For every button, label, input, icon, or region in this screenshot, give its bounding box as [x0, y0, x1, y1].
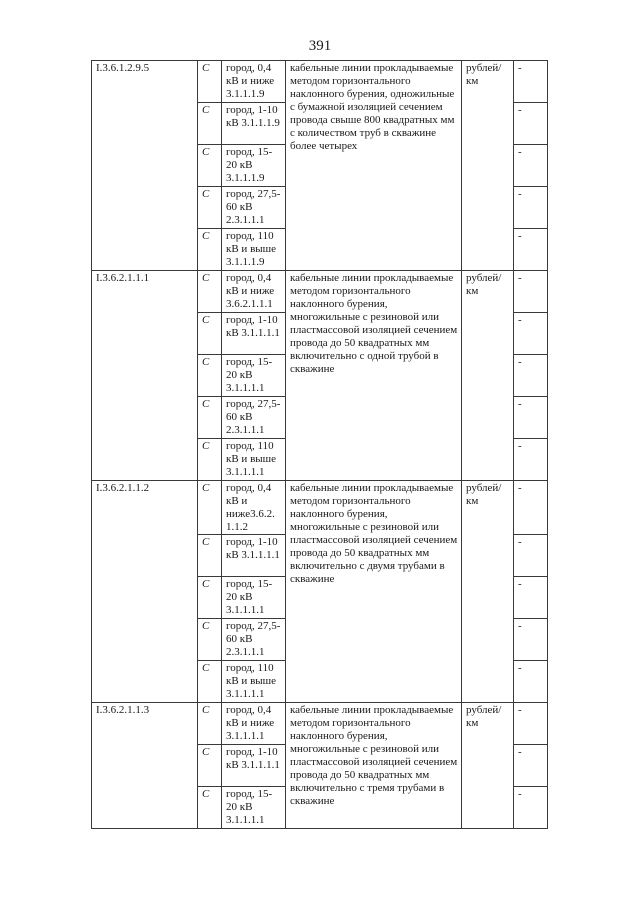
row-code: I.3.6.2.1.1.2: [92, 481, 198, 703]
row-voltage-class: город, 0,4 кВ и ниже 3.1.1.1.9: [222, 61, 286, 103]
row-voltage-class: город, 110 кВ и выше 3.1.1.1.9: [222, 229, 286, 271]
row-voltage-class: город, 0,4 кВ и ниже 3.1.1.1.1: [222, 703, 286, 745]
row-category-letter: С: [198, 787, 222, 829]
row-value: -: [514, 745, 548, 787]
row-value: -: [514, 577, 548, 619]
row-category-letter: С: [198, 229, 222, 271]
row-code: I.3.6.2.1.1.1: [92, 271, 198, 481]
row-value: -: [514, 661, 548, 703]
row-category-letter: С: [198, 313, 222, 355]
row-unit: рублей/ км: [462, 61, 514, 271]
row-value: -: [514, 481, 548, 535]
row-value: -: [514, 103, 548, 145]
page-number: 391: [308, 38, 332, 54]
row-category-letter: С: [198, 103, 222, 145]
row-value: -: [514, 397, 548, 439]
row-value: -: [514, 271, 548, 313]
row-voltage-class: город, 27,5-60 кВ 2.3.1.1.1: [222, 187, 286, 229]
row-voltage-class: город, 27,5-60 кВ 2.3.1.1.1: [222, 397, 286, 439]
row-category-letter: С: [198, 145, 222, 187]
row-code: I.3.6.1.2.9.5: [92, 61, 198, 271]
table-row: [92, 703, 548, 745]
row-value: -: [514, 313, 548, 355]
row-category-letter: С: [198, 187, 222, 229]
row-voltage-class: город, 15-20 кВ 3.1.1.1.1: [222, 577, 286, 619]
row-category-letter: С: [198, 397, 222, 439]
table-row: [92, 481, 548, 535]
row-description: кабельные линии прокладываемые методом горизонтального наклонного бурения, многожильные с резиновой или пластмассовой изоляцией сечением провода до 50 квадратных мм включительно с двумя трубами в скважине: [286, 481, 462, 703]
row-voltage-class: город, 110 кВ и выше 3.1.1.1.1: [222, 661, 286, 703]
row-voltage-class: город, 0,4 кВ и ниже3.6.2. 1.1.2: [222, 481, 286, 535]
row-category-letter: С: [198, 703, 222, 745]
row-value: -: [514, 355, 548, 397]
row-category-letter: С: [198, 619, 222, 661]
row-voltage-class: город, 1-10 кВ 3.1.1.1.1: [222, 313, 286, 355]
row-code: I.3.6.2.1.1.3: [92, 703, 198, 829]
row-value: -: [514, 703, 548, 745]
row-value: -: [514, 535, 548, 577]
row-category-letter: С: [198, 745, 222, 787]
row-category-letter: С: [198, 271, 222, 313]
row-category-letter: С: [198, 439, 222, 481]
row-description: кабельные линии прокладываемые методом горизонтального наклонного бурения, многожильные с резиновой или пластмассовой изоляцией сечением провода до 50 квадратных мм включительно с одной трубой в скважине: [286, 271, 462, 481]
row-voltage-class: город, 15-20 кВ 3.1.1.1.1: [222, 787, 286, 829]
tariff-table-body: [92, 61, 548, 829]
row-value: -: [514, 439, 548, 481]
row-category-letter: С: [198, 535, 222, 577]
row-voltage-class: город, 1-10 кВ 3.1.1.1.1: [222, 535, 286, 577]
row-voltage-class: город, 1-10 кВ 3.1.1.1.1: [222, 745, 286, 787]
row-unit: рублей/ км: [462, 481, 514, 703]
row-voltage-class: город, 15-20 кВ 3.1.1.1.9: [222, 145, 286, 187]
row-category-letter: С: [198, 481, 222, 535]
row-value: -: [514, 619, 548, 661]
row-value: -: [514, 187, 548, 229]
tariff-table: [91, 60, 548, 829]
row-category-letter: С: [198, 355, 222, 397]
row-category-letter: С: [198, 577, 222, 619]
row-category-letter: С: [198, 661, 222, 703]
table-row: [92, 271, 548, 313]
row-voltage-class: город, 15-20 кВ 3.1.1.1.1: [222, 355, 286, 397]
row-value: -: [514, 145, 548, 187]
row-unit: рублей/ км: [462, 703, 514, 829]
row-voltage-class: город, 1-10 кВ 3.1.1.1.9: [222, 103, 286, 145]
row-voltage-class: город, 0,4 кВ и ниже 3.6.2.1.1.1: [222, 271, 286, 313]
row-value: -: [514, 229, 548, 271]
row-unit: рублей/ км: [462, 271, 514, 481]
row-voltage-class: город, 110 кВ и выше 3.1.1.1.1: [222, 439, 286, 481]
row-category-letter: С: [198, 61, 222, 103]
row-value: -: [514, 61, 548, 103]
row-value: -: [514, 787, 548, 829]
table-row: [92, 61, 548, 103]
row-description: кабельные линии прокладываемые методом горизонтального наклонного бурения, многожильные с резиновой или пластмассовой изоляцией сечением провода до 50 квадратных мм включительно с тремя трубами в скважине: [286, 703, 462, 829]
row-description: кабельные линии прокладываемые методом горизонтального наклонного бурения, одножильные с бумажной изоляцией сечением провода свыше 800 квадратных мм с количеством труб в скважине более четырех: [286, 61, 462, 271]
row-voltage-class: город, 27,5-60 кВ 2.3.1.1.1: [222, 619, 286, 661]
